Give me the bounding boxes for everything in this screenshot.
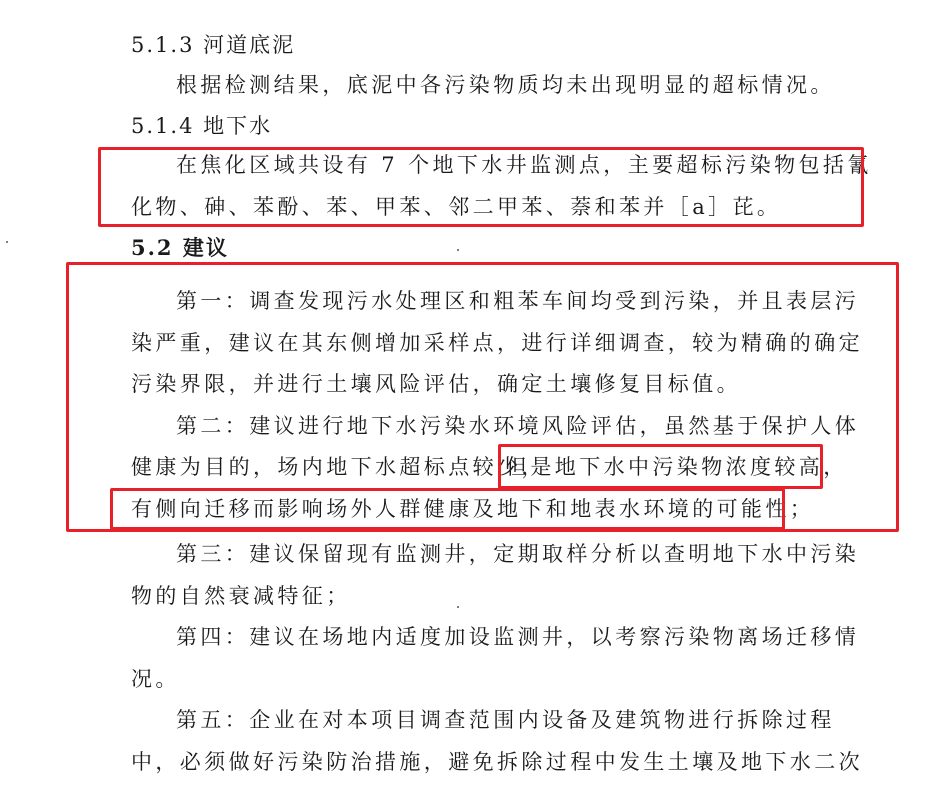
recommendation-1-line-1: 第一：调查发现污水处理区和粗苯车间均受到污染，并且表层污 [176, 289, 860, 313]
section-5-2-heading: 5.2 建议 [131, 235, 229, 260]
recommendation-3-line-1: 第三：建议保留现有监测井，定期取样分析以查明地下水中污染 [176, 542, 860, 566]
scan-speck [457, 606, 459, 608]
recommendation-2-line-3: 有侧向迁移而影响场外人群健康及地下和地表水环境的可能性； [131, 497, 815, 521]
recommendation-5-line-2: 中，必须做好污染防治措施，避免拆除过程中发生土壤及地下水二次 [131, 750, 863, 774]
recommendation-2-line-1: 第二：建议进行地下水污染水环境风险评估，虽然基于保护人体 [176, 414, 860, 438]
section-5-1-4-heading: 5.1.4 地下水 [131, 114, 273, 138]
scan-speck [457, 249, 459, 251]
recommendation-5-line-1: 第五：企业在对本项目调查范围内设备及建筑物进行拆除过程 [176, 708, 835, 732]
recommendation-1-line-2: 染严重，建议在其东侧增加采样点，进行详细调查，较为精确的确定 [131, 331, 863, 355]
recommendation-2-line-2a: 健康为目的，场内地下水超标点较少， [131, 455, 546, 479]
section-5-1-4-paragraph-line-1: 在焦化区域共设有 7 个地下水井监测点，主要超标污染物包括氰 [176, 153, 872, 177]
recommendation-1-line-3: 污染界限，并进行土壤风险评估，确定土壤修复目标值。 [131, 372, 741, 396]
recommendation-4-line-1: 第四：建议在场地内适度加设监测井，以考察污染物离场迁移情 [176, 625, 860, 649]
section-5-1-3-paragraph: 根据检测结果，底泥中各污染物质均未出现明显的超标情况。 [176, 73, 835, 97]
recommendation-3-line-2: 物的自然衰减特征； [131, 584, 351, 608]
section-5-1-4-paragraph-line-2: 化物、砷、苯酚、苯、甲苯、邻二甲苯、萘和苯并［a］芘。 [131, 195, 782, 219]
recommendation-2-line-2b: 但是地下水中污染物浓度较高， [506, 455, 848, 479]
recommendation-4-line-2: 况。 [131, 667, 180, 691]
scan-speck [6, 241, 8, 243]
section-5-1-3-heading: 5.1.3 河道底泥 [131, 33, 296, 57]
